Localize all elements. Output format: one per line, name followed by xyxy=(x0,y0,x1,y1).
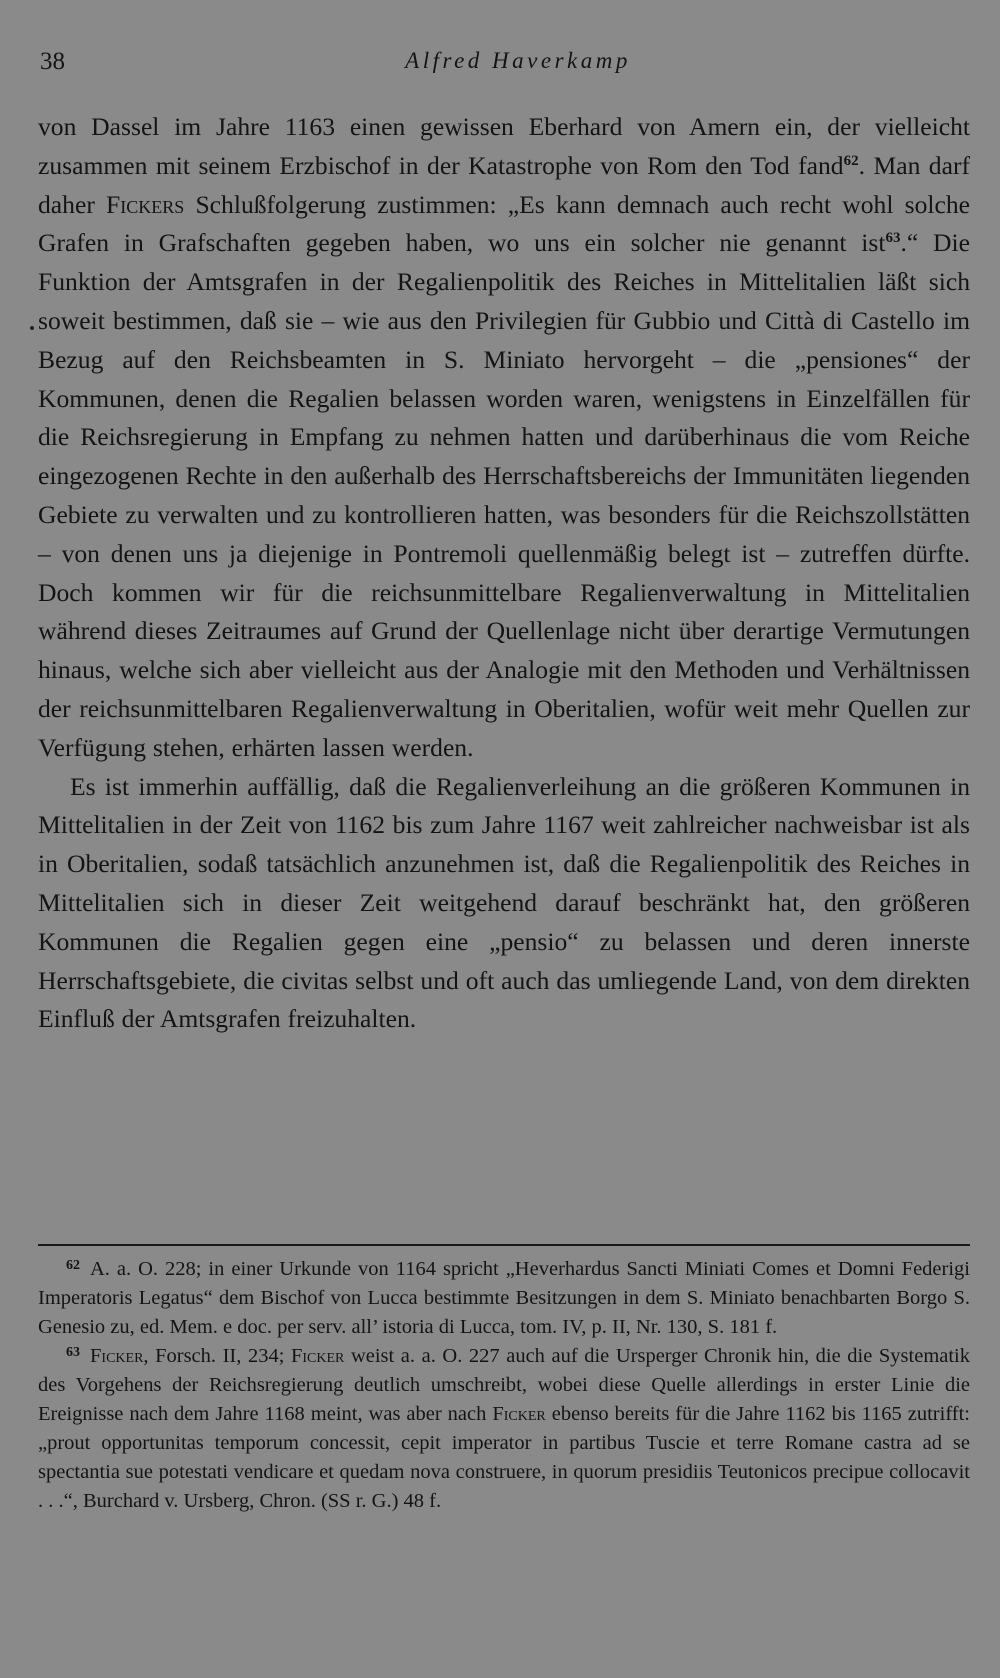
page-header xyxy=(38,48,970,84)
footnote-text: A. a. O. 228; in einer Urkunde von 1164 spricht „Heverhardus Sancti Miniati Comes et Domni Federigi Imperatoris Legatus“ dem Bischof von Lucca bestimmte Besitzungen in dem S. Miniato benachbarten Borgo S. Genesio zu, ed. Mem. e doc. per serv. all’ istoria di Lucca, tom. IV, p. II, Nr. 130, S. 181 f. xyxy=(38,1258,970,1338)
author-name-ficker: Fickers xyxy=(106,189,185,219)
footnote-ref-62: 62 xyxy=(843,152,859,169)
footnote-rule xyxy=(38,1244,970,1246)
author-name-ficker: Ficker xyxy=(90,1345,144,1367)
paragraph-2: Es ist immerhin auffällig, daß die Regalienverleihung an die größeren Kommunen in Mittelitalien in der Zeit von 1162 bis zum Jahre 1167 weit zahlreicher nachweisbar ist als in Oberitalien, sodaß tatsächlich anzunehmen ist, daß die Regalienpolitik des Reiches in Mittelitalien sich in dieser Zeit weitgehend darauf beschränkt hat, den größeren Kommunen die Regalien gegen eine „pensio“ zu belassen und deren innerste Herrschaftsgebiete, die civitas selbst und oft auch das umliegende Land, von dem direkten Einfluß der Amtsgrafen freizuhalten. xyxy=(38,771,970,1034)
footnote-mark: 62 xyxy=(66,1258,80,1273)
footnote-text-b: weist a. a. O. 227 auch auf die Ursperger Chronik hin, die die Systematik des Vorgehens der Reichsregierung deutlich umschreibt, wobei diese Quelle allerdings in erster Linie die Ereignisse nach dem Jahre 1168 meint, was aber nach xyxy=(38,1345,971,1425)
paragraph-1-text-c: Schlußfolgerung zustimmen: „Es kann demnach auch recht wohl solche Grafen in Grafschaften gegeben haben, wo uns ein solcher nie genannt ist xyxy=(38,189,970,258)
book-page xyxy=(38,0,970,1678)
footnote-62 xyxy=(38,1255,970,1342)
page-number: 38 xyxy=(40,48,65,75)
footnotes xyxy=(38,1255,970,1516)
running-head-author: Alfred Haverkamp xyxy=(405,48,631,73)
footnote-63 xyxy=(38,1342,970,1516)
main-text xyxy=(38,108,970,1039)
paragraph-1-text-b: . Man darf daher xyxy=(38,150,971,219)
footnote-ref-63: 63 xyxy=(885,230,901,247)
paragraph-1 xyxy=(38,108,970,768)
paragraph-1-text-a: von Dassel im Jahre 1163 einen gewissen Eberhard von Amern ein, der vielleicht zusammen mit seinem Erzbischof in der Katastrophe von Rom den Tod fand xyxy=(38,112,970,180)
footnote-text-c: ebenso bereits für die Jahre 1162 bis 1165 zutrifft: „prout opportunitas temporum concessit, cepit imperator in partibus Tuscie et terre Romane castra ad se spectantia sue potestati vendicare et quedam nova construere, in quorum presidiis Teutonicos precipue collocavit . . .“, Burchard v. Ursberg, Chron. (SS r. G.) 48 f. xyxy=(38,1403,970,1512)
footnote-mark: 63 xyxy=(66,1345,80,1360)
author-name-ficker: Ficker xyxy=(492,1403,546,1425)
paragraph-1-text-d: .“ Die Funktion der Amtsgrafen in der Regalienpolitik des Reiches in Mittelitalien läßt sich soweit bestimmen, daß sie – wie aus den Privilegien für Gubbio und Città di Castello im Bezug auf den Reichsbeamten in S. Miniato hervorgeht – die „pensiones“ der Kommunen, denen die Regalien belassen worden waren, wenigstens in Einzelfällen für die Reichsregierung in Empfang zu nehmen hatten und darüberhinaus die vom Reiche eingezogenen Rechte in den außerhalb des Herrschaftsbereichs der Immunitäten liegenden Gebiete zu verwalten und zu kontrollieren hatten, was besonders für die Reichszollstätten – von denen uns ja diejenige in Pontremoli quellenmäßig belegt ist – zutreffen dürfte. Doch kommen wir für die reichsunmittelbare Regalienverwaltung in Mittelitalien während dieses Zeitraumes auf Grund der Quellenlage nicht über derartige Vermutungen hinaus, welche sich aber vielleicht aus der Analogie mit den Methoden und Verhältnissen der reichsunmittelbaren Regalienverwaltung in Oberitalien, wofür weit mehr Quellen zur Verfügung stehen, erhärten lassen werden. xyxy=(38,228,970,762)
author-name-ficker: Ficker xyxy=(290,1345,345,1367)
footnote-text-a: , Forsch. II, 234; xyxy=(143,1345,291,1367)
margin-mark xyxy=(30,326,34,330)
